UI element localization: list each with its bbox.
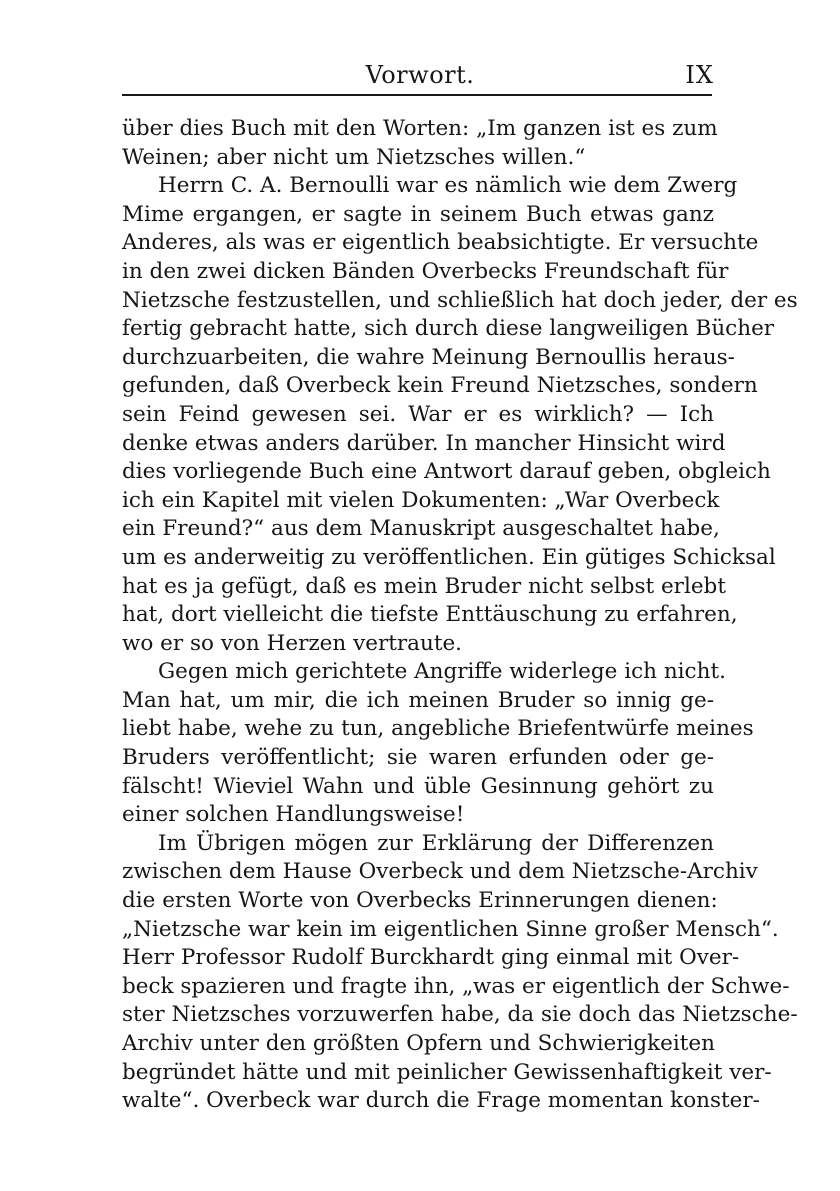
text-line: die ersten Worte von Overbecks Erinnerungen dienen: (122, 888, 718, 914)
text-line: ster Nietzsches vorzuwerfen habe, da sie doch das Nietzsche- (122, 1002, 798, 1028)
text-line: ich ein Kapitel mit vielen Dokumenten: „War Overbeck (122, 487, 720, 513)
text-line: denke etwas anders darüber. In mancher Hinsicht wird (122, 430, 726, 456)
text-line: Mime ergangen, er sagte in seinem Buch etwas ganz (122, 201, 714, 227)
text-line: einer solchen Handlungsweise! (122, 802, 465, 828)
text-line: dies vorliegende Buch eine Antwort darauf geben, obgleich (122, 459, 771, 485)
text-line: Herrn C. A. Bernoulli war es nämlich wie dem Zwerg (158, 173, 738, 199)
text-line: wo er so von Herzen vertraute. (122, 630, 463, 656)
body-text (122, 115, 798, 1116)
text-line: um es anderweitig zu veröffentlichen. Ein gütiges Schicksal (122, 544, 776, 570)
text-line: gefunden, daß Overbeck kein Freund Nietzsches, sondern (122, 373, 758, 399)
text-line: zwischen dem Hause Overbeck und dem Nietzsche-Archiv (122, 859, 758, 885)
text-line: Im Übrigen mögen zur Erklärung der Differenzen (158, 830, 714, 856)
text-line: Weinen; aber nicht um Nietzsches willen.“ (122, 144, 586, 170)
text-line: Man hat, um mir, die ich meinen Bruder so innig ge- (122, 687, 714, 713)
text-line: durchzuarbeiten, die wahre Meinung Bernoullis heraus- (122, 344, 735, 370)
text-line: hat, dort vielleicht die tiefste Enttäuschung zu erfahren, (122, 602, 738, 628)
text-line: hat es ja gefügt, daß es mein Bruder nicht selbst erlebt (122, 573, 726, 599)
text-line: fertig gebracht hatte, sich durch diese langweiligen Bücher (122, 316, 775, 342)
text-line: fälscht! Wieviel Wahn und üble Gesinnung gehört zu (122, 773, 714, 799)
running-head-title: Vorwort. (365, 61, 475, 89)
text-line: in den zwei dicken Bänden Overbecks Freundschaft für (122, 258, 729, 284)
text-line: ein Freund?“ aus dem Manuskript ausgeschaltet habe, (122, 516, 720, 542)
text-line: Bruders veröffentlicht; sie waren erfunden oder ge- (122, 745, 714, 771)
text-line: liebt habe, wehe zu tun, angebliche Briefentwürfe meines (122, 716, 754, 742)
header-rule (122, 94, 712, 96)
text-line: „Nietzsche war kein im eigentlichen Sinne großer Mensch“. (122, 916, 779, 942)
text-line: begründet hätte und mit peinlicher Gewissenhaftigkeit ver- (122, 1059, 772, 1085)
page-number: IX (685, 61, 714, 89)
text-line: sein Feind gewesen sei. War er es wirklich? — Ich (122, 401, 714, 427)
text-line: walte“. Overbeck war durch die Frage momentan konster- (122, 1088, 760, 1114)
running-head (0, 57, 840, 93)
text-line: beck spazieren und fragte ihn, „was er eigentlich der Schwe- (122, 973, 790, 999)
text-line: Nietzsche festzustellen, und schließlich hat doch jeder, der es (122, 287, 798, 313)
text-line: Anderes, als was er eigentlich beabsichtigte. Er versuchte (122, 230, 759, 256)
text-line: Gegen mich gerichtete Angriffe widerlege ich nicht. (158, 659, 726, 685)
text-line: Archiv unter den größten Opfern und Schwierigkeiten (122, 1031, 715, 1056)
text-line: über dies Buch mit den Worten: „Im ganzen ist es zum (122, 116, 718, 141)
text-line: Herr Professor Rudolf Burckhardt ging einmal mit Over- (122, 945, 740, 971)
